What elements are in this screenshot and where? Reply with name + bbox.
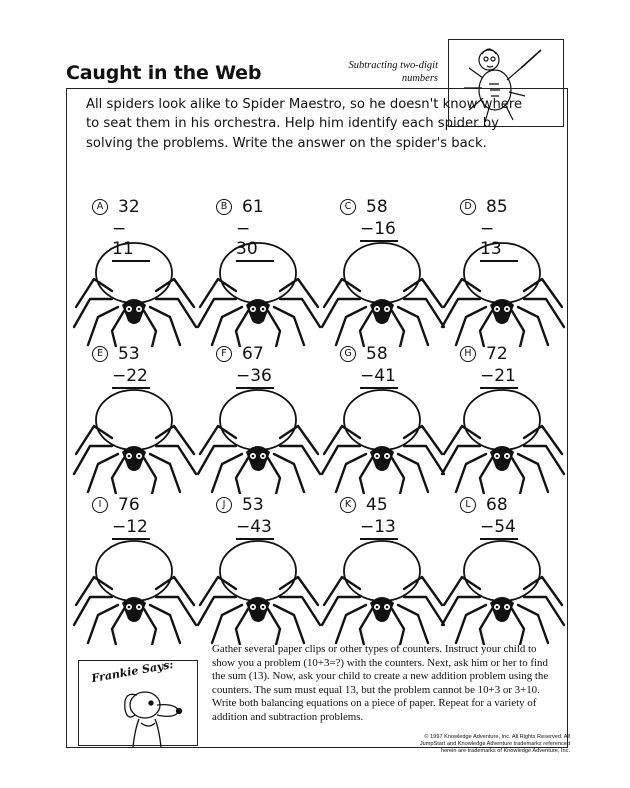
problem-g — [340, 344, 452, 492]
problem-i — [92, 495, 204, 643]
subtrahend: −54 — [480, 517, 518, 540]
minuend: 85 — [486, 197, 508, 217]
subtrahend: −22 — [112, 366, 150, 389]
minuend: 68 — [486, 495, 508, 515]
subtrahend: − 30 — [236, 219, 274, 262]
problem-l — [460, 495, 572, 643]
topic-line-1: Subtracting two-digit — [348, 60, 438, 71]
subtrahend: − 11 — [112, 219, 150, 262]
minuend: 72 — [486, 344, 508, 364]
problem-letter: C — [340, 199, 356, 215]
subtrahend: −16 — [360, 219, 398, 242]
subtrahend: −36 — [236, 366, 274, 389]
problem-letter: J — [216, 497, 232, 513]
subtrahend: −41 — [360, 366, 398, 389]
problem-f — [216, 344, 328, 492]
problem-letter: A — [92, 199, 108, 215]
problem-letter: I — [92, 497, 108, 513]
spider-icon — [196, 382, 326, 498]
problem-letter: K — [340, 497, 356, 513]
minuend: 61 — [242, 197, 264, 217]
problem-letter: D — [460, 199, 476, 215]
spider-icon — [440, 382, 570, 498]
problem-letter: G — [340, 346, 356, 362]
subtrahend: − 13 — [480, 219, 518, 262]
copyright-line-1: © 1997 Knowledge Adventure, Inc. All Rights Reserved. All — [424, 734, 570, 740]
problem-c — [340, 197, 452, 345]
problem-h — [460, 344, 572, 492]
minuend: 32 — [118, 197, 140, 217]
subtrahend: −43 — [236, 517, 274, 540]
subtrahend: −12 — [112, 517, 150, 540]
minuend: 45 — [366, 495, 388, 515]
minuend: 53 — [242, 495, 264, 515]
instructions-text: All spiders look alike to Spider Maestro, so he doesn't know where to seat them in his orchestra. Help him identify each spider by solving the problems. Write the answer on the spider's back. — [86, 97, 523, 151]
problem-letter: H — [460, 346, 476, 362]
problem-d — [460, 197, 572, 345]
problem-j — [216, 495, 328, 643]
spider-icon — [320, 382, 450, 498]
copyright-line-3: herein are trademarks of Knowledge Adventure, Inc. — [440, 748, 570, 754]
spider-icon — [320, 533, 450, 649]
copyright-line-2: JumpStart and Knowledge Adventure trademarks referenced — [419, 741, 570, 747]
problem-a — [92, 197, 204, 345]
problem-letter: E — [92, 346, 108, 362]
problem-b — [216, 197, 328, 345]
worksheet-title: Caught in the Web — [66, 62, 262, 84]
spider-icon — [72, 382, 202, 498]
minuend: 58 — [366, 344, 388, 364]
problem-e — [92, 344, 204, 492]
topic-line-2: numbers — [401, 73, 438, 84]
minuend: 76 — [118, 495, 140, 515]
problem-letter: B — [216, 199, 232, 215]
frankie-says-note: Gather several paper clips or other types of counters. Instruct your child to show you a problem (10+3=?) with the counters. Next, ask him or her to find the sum (13). Now, ask your child to create a new addition problem using the counters. The sum must equal 13, but the problem cannot be 10+3 or 3+10. Write both balancing equations on a piece of paper. Repeat for a variety of addition and subtraction problems. — [212, 643, 549, 723]
problem-letter: L — [460, 497, 476, 513]
subtrahend: −13 — [360, 517, 398, 540]
subtrahend: −21 — [480, 366, 518, 389]
spider-icon — [320, 235, 450, 351]
worksheet-topic — [338, 59, 438, 85]
frankie-says-box — [78, 657, 198, 746]
minuend: 58 — [366, 197, 388, 217]
copyright-notice — [330, 734, 570, 755]
frankie-says-title: Frankie Says: — [90, 657, 175, 686]
minuend: 53 — [118, 344, 140, 364]
spider-icon — [196, 533, 326, 649]
problem-k — [340, 495, 452, 643]
problem-letter: F — [216, 346, 232, 362]
spider-icon — [440, 533, 570, 649]
minuend: 67 — [242, 344, 264, 364]
spider-icon — [72, 533, 202, 649]
